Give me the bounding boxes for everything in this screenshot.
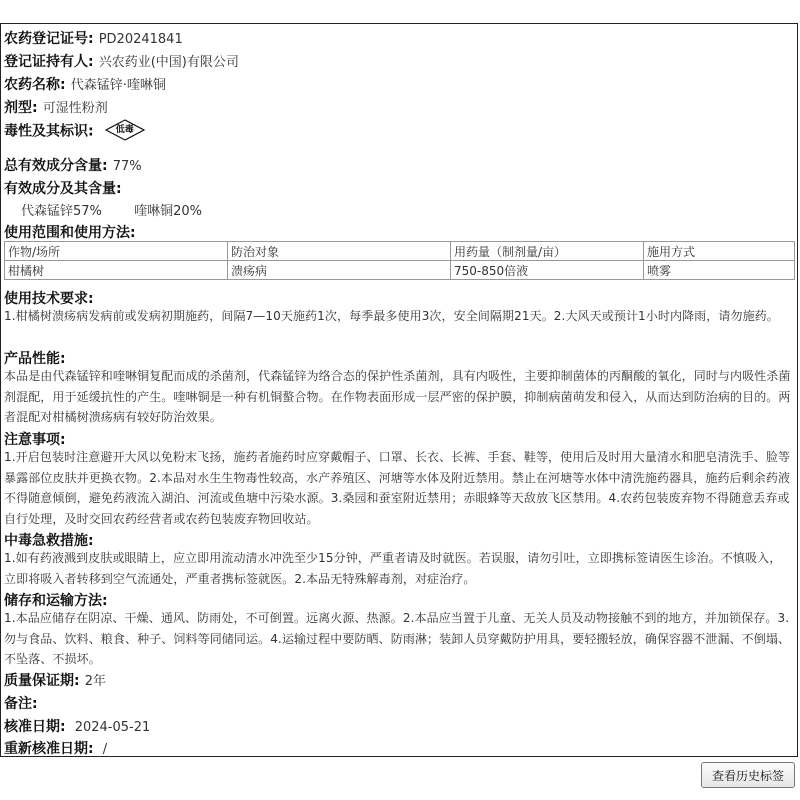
total-content-label: 总有效成分含量: xyxy=(4,158,108,174)
technique-text: 1.柑橘树溃疡病发病前或发病初期施药，间隔7—10天施药1次，每季最多使用3次，安全间隔期21天。2.大风天或预计1小时内降雨，请勿施药。 xyxy=(4,309,779,323)
pesticide-label xyxy=(0,23,798,757)
first-aid-row xyxy=(4,530,794,550)
formulation-value: 可湿性粉剂 xyxy=(42,101,108,116)
table-cell: 溃疡病 xyxy=(228,261,451,280)
technique-label: 使用技术要求: xyxy=(4,291,94,307)
formulation-label: 剂型: xyxy=(4,100,38,116)
holder-label: 登记证持有人: xyxy=(4,54,94,70)
pesticide-name-row xyxy=(4,74,794,94)
table-header-cell: 防治对象 xyxy=(228,242,451,261)
usage-row xyxy=(4,222,794,242)
storage-row xyxy=(4,590,794,610)
performance-label: 产品性能: xyxy=(4,351,66,367)
ingredients-list xyxy=(21,200,794,219)
performance-text: 本品是由代森锰锌和喹啉铜复配而成的杀菌剂，代森锰锌为络合态的保护性杀菌剂，具有内吸性，主要抑制菌体的丙酮酸的氧化，同时与内吸性杀菌剂混配，用于延缓抗性的产生。喹啉铜是一种有机铜螯合物。在作物表面形成一层严密的保护膜，抑制病菌萌发和侵入，从而达到防治病的目的。两者混配对柑橘树溃疡病有较好防治效果。 xyxy=(4,369,791,424)
precautions-row xyxy=(4,429,794,449)
ingredient-name: 喹啉铜 xyxy=(134,204,174,219)
pesticide-name-label: 农药名称: xyxy=(4,77,66,93)
approval-date-label: 核准日期: xyxy=(4,719,66,735)
shelf-life-value: 2年 xyxy=(84,674,106,689)
storage-label: 储存和运输方法: xyxy=(4,593,108,609)
usage-label: 使用范围和使用方法: xyxy=(4,225,136,241)
pesticide-name-value: 代森锰锌·喹啉铜 xyxy=(70,78,166,93)
ingredient-name: 代森锰锌 xyxy=(21,204,74,219)
approval-date-value: 2024-05-21 xyxy=(74,720,151,735)
remarks-label: 备注: xyxy=(4,696,38,712)
table-header-cell: 施用方式 xyxy=(644,242,795,261)
toxicity-label: 毒性及其标识: xyxy=(4,123,94,140)
holder-value: 兴农药业(中国)有限公司 xyxy=(98,55,239,70)
view-history-label-button[interactable]: 查看历史标签 xyxy=(701,762,795,788)
shelf-life-row xyxy=(4,670,794,690)
usage-table xyxy=(4,241,795,280)
registration-no-label: 农药登记证号: xyxy=(4,31,94,47)
ingredients-row xyxy=(4,178,794,198)
ingredients-label: 有效成分及其含量: xyxy=(4,181,122,197)
table-header-cell: 作物/场所 xyxy=(5,242,228,261)
ingredient-amount: 57% xyxy=(73,204,102,219)
table-header-row xyxy=(5,242,795,261)
table-cell: 柑橘树 xyxy=(5,261,228,280)
formulation-row xyxy=(4,97,794,117)
holder-row xyxy=(4,51,794,71)
toxicity-diamond-icon xyxy=(105,119,145,141)
storage-text: 1.本品应储存在阴凉、干燥、通风、防雨处，不可倒置。远离火源、热源。2.本品应当置于儿童、无关人员及动物接触不到的地方，并加锁保存。3.勿与食品、饮料、粮食、种子、饲料等同储同运。4.运输过程中要防晒、防雨淋；装卸人员穿戴防护用具，要轻搬轻放，确保容器不泄漏、不倒塌、不坠落、不损坏。 xyxy=(4,611,791,666)
first-aid-label: 中毒急救措施: xyxy=(4,533,94,549)
reapproval-date-value: / xyxy=(102,742,108,757)
total-content-value: 77% xyxy=(112,159,142,174)
registration-no-value: PD20241841 xyxy=(98,32,183,47)
toxicity-row xyxy=(4,120,794,142)
approval-date-row xyxy=(4,716,794,736)
first-aid-text: 1.如有药液溅到皮肤或眼睛上，应立即用流动清水冲洗至少15分钟，严重者请及时就医。若误服，请勿引吐，立即携标签请医生诊治。不慎吸入，立即将吸入者转移到空气流通处，严重者携标签就医。2.本品无特殊解毒剂，对症治疗。 xyxy=(4,551,782,586)
ingredient-amount: 20% xyxy=(173,204,203,219)
precautions-text: 1.开启包装时注意避开大风以免粉末飞扬，施药者施药时应穿戴帽子、口罩、长衣、长裤、手套、鞋等，使用后及时用大量清水和肥皂清洗手、脸等暴露部位皮肤并更换衣物。2.本品对水生生物毒性较高，水产养殖区、河塘等水体及附近禁用。禁止在河塘等水体中清洗施药器具，施药后剩余药液不得随意倾倒，避免药液流入湖泊、河流或鱼塘中污染水源。3.桑园和蚕室附近禁用；赤眼蜂等天敌放飞区禁用。4.农药包装废弃物不得随意丢弃或自行处理，及时交回农药经营者或农药包装废弃物回收站。 xyxy=(4,450,791,526)
table-cell: 750-850倍液 xyxy=(451,261,644,280)
performance-row xyxy=(4,348,794,368)
remarks-row xyxy=(4,693,794,713)
reapproval-date-row xyxy=(4,738,794,757)
registration-no-row xyxy=(4,28,794,48)
technique-row xyxy=(4,288,794,308)
shelf-life-label: 质量保证期: xyxy=(4,673,80,689)
reapproval-date-label: 重新核准日期: xyxy=(4,741,94,757)
table-header-cell: 用药量（制剂量/亩） xyxy=(451,242,644,261)
precautions-label: 注意事项: xyxy=(4,432,66,448)
table-cell: 喷雾 xyxy=(644,261,795,280)
table-row xyxy=(5,261,795,280)
total-content-row xyxy=(4,155,794,175)
toxicity-badge-text: 低毒 xyxy=(115,125,134,135)
